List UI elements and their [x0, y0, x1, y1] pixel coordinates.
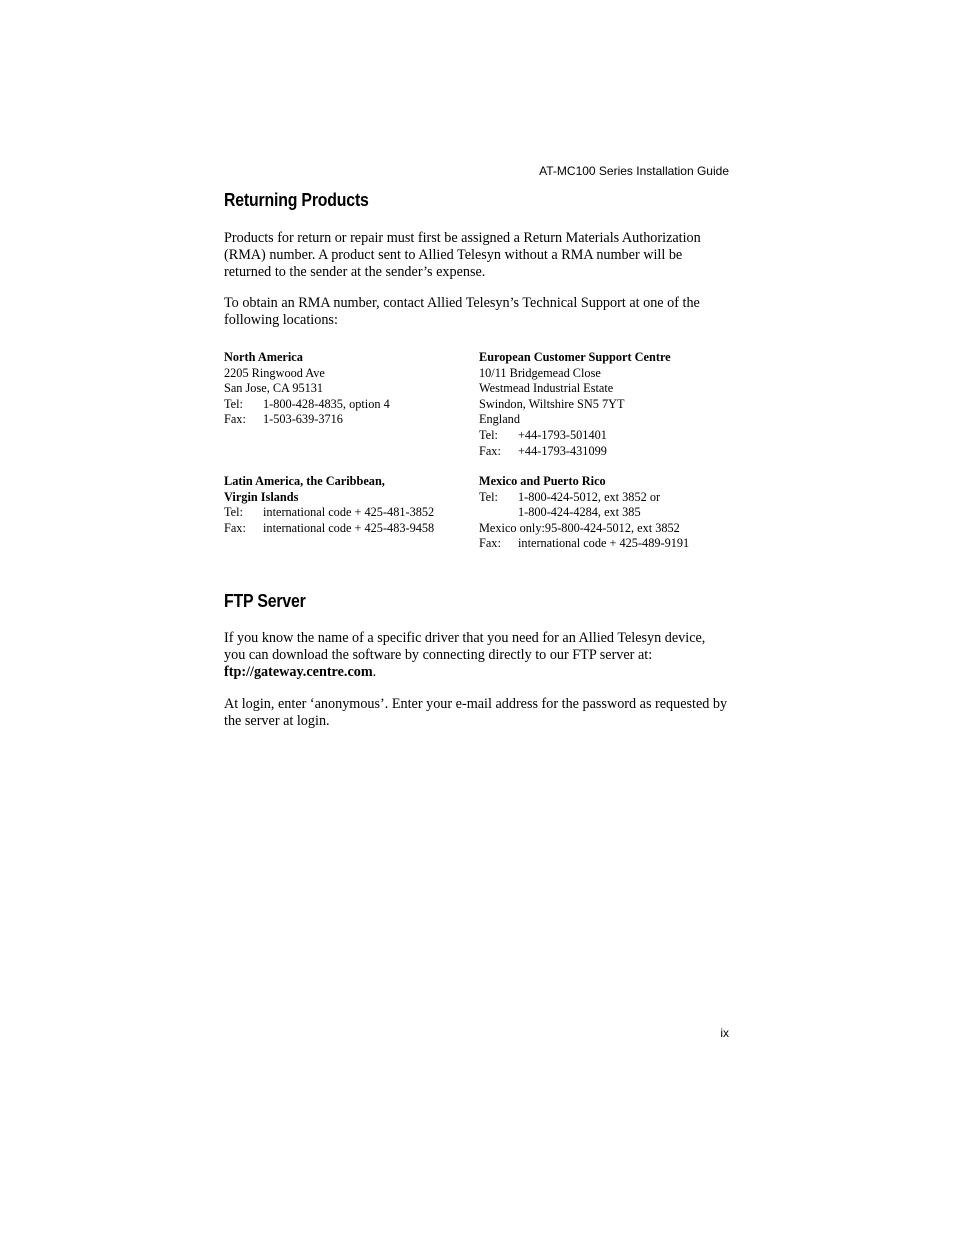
tel-value: 1-800-428-4835, option 4: [263, 396, 390, 411]
fax-value: +44-1793-431099: [518, 443, 607, 458]
contact-fax-row: [224, 521, 474, 537]
ftp-server-section: [224, 591, 730, 612]
contact-tel-row: [479, 428, 734, 444]
section-title-returning-products: Returning Products: [224, 190, 369, 210]
fax-label: Fax:: [479, 536, 501, 551]
contact-north-america: [224, 350, 474, 428]
tel-label: Tel:: [224, 396, 243, 411]
ftp-paragraph-1: [224, 630, 730, 681]
returning-products-section: [224, 190, 730, 211]
tel-value: international code + 425-481-3852: [263, 505, 435, 520]
fax-label: Fax:: [479, 443, 501, 458]
tel-label: Tel:: [224, 505, 243, 520]
mexico-only-line: Mexico only:95-800-424-5012, ext 3852: [479, 520, 680, 535]
contact-latin-america: [224, 474, 474, 536]
contact-name: Mexico and Puerto Rico: [479, 474, 606, 488]
ftp-paragraph-2: At login, enter ‘anonymous’. Enter your e-mail address for the password as requested by the server at login.: [224, 696, 728, 729]
contact-address-line: Swindon, Wiltshire SN5 7YT: [479, 396, 625, 411]
returning-paragraph-2: To obtain an RMA number, contact Allied Telesyn’s Technical Support at one of the following locations:: [224, 295, 700, 328]
contact-address-line: England: [479, 412, 520, 427]
contact-tel-row: [479, 490, 734, 506]
returning-paragraph-2-wrap: [224, 295, 730, 329]
contact-address-line: 2205 Ringwood Ave: [224, 365, 325, 380]
ftp-paragraph-1-wrap: [224, 630, 730, 681]
ftp-paragraph-1-text: If you know the name of a specific driver that you need for an Allied Telesyn device, you can download the software by connecting directly to our FTP server at:: [224, 630, 706, 663]
contact-name: Latin America, the Caribbean,: [224, 474, 385, 488]
tel-label: Tel:: [479, 427, 498, 442]
contact-fax-row: [224, 412, 474, 428]
returning-paragraph-1-wrap: [224, 230, 730, 281]
contact-europe: [479, 350, 734, 459]
fax-value: 1-503-639-3716: [263, 412, 343, 427]
tel-value: +44-1793-501401: [518, 427, 607, 442]
contact-name-continued: Virgin Islands: [224, 489, 299, 504]
tel-value: 1-800-424-5012, ext 3852 or: [518, 489, 661, 504]
ftp-address-link[interactable]: ftp://gateway.centre.com: [224, 664, 373, 680]
fax-value: international code + 425-483-9458: [263, 520, 435, 535]
ftp-paragraph-1-end: .: [372, 664, 377, 680]
fax-label: Fax:: [224, 520, 246, 535]
contact-name: European Customer Support Centre: [479, 350, 671, 364]
contact-name: North America: [224, 350, 303, 364]
section-title-ftp-server: FTP Server: [224, 591, 306, 611]
contact-fax-row: [479, 536, 734, 552]
contact-tel-row: [224, 505, 474, 521]
contact-address-line: San Jose, CA 95131: [224, 381, 324, 396]
returning-paragraph-1: Products for return or repair must first be assigned a Return Materials Authorization (RMA) number. A product sent to Allied Telesyn without a RMA number will be returned to the sender at the sender’s expense.: [224, 230, 701, 280]
tel-label: Tel:: [479, 489, 498, 504]
contact-tel-row: [224, 397, 474, 413]
contact-address-line: 10/11 Bridgemead Close: [479, 365, 601, 380]
page-number: ix: [720, 1026, 729, 1040]
contact-mexico: [479, 474, 734, 552]
fax-label: Fax:: [224, 412, 246, 427]
fax-value: international code + 425-489-9191: [518, 536, 690, 551]
tel-value-continued: 1-800-424-4284, ext 385: [518, 505, 641, 520]
contact-address-line: Westmead Industrial Estate: [479, 381, 614, 396]
running-head: AT-MC100 Series Installation Guide: [539, 164, 729, 178]
ftp-paragraph-2-wrap: [224, 696, 730, 730]
contact-fax-row: [479, 444, 734, 460]
